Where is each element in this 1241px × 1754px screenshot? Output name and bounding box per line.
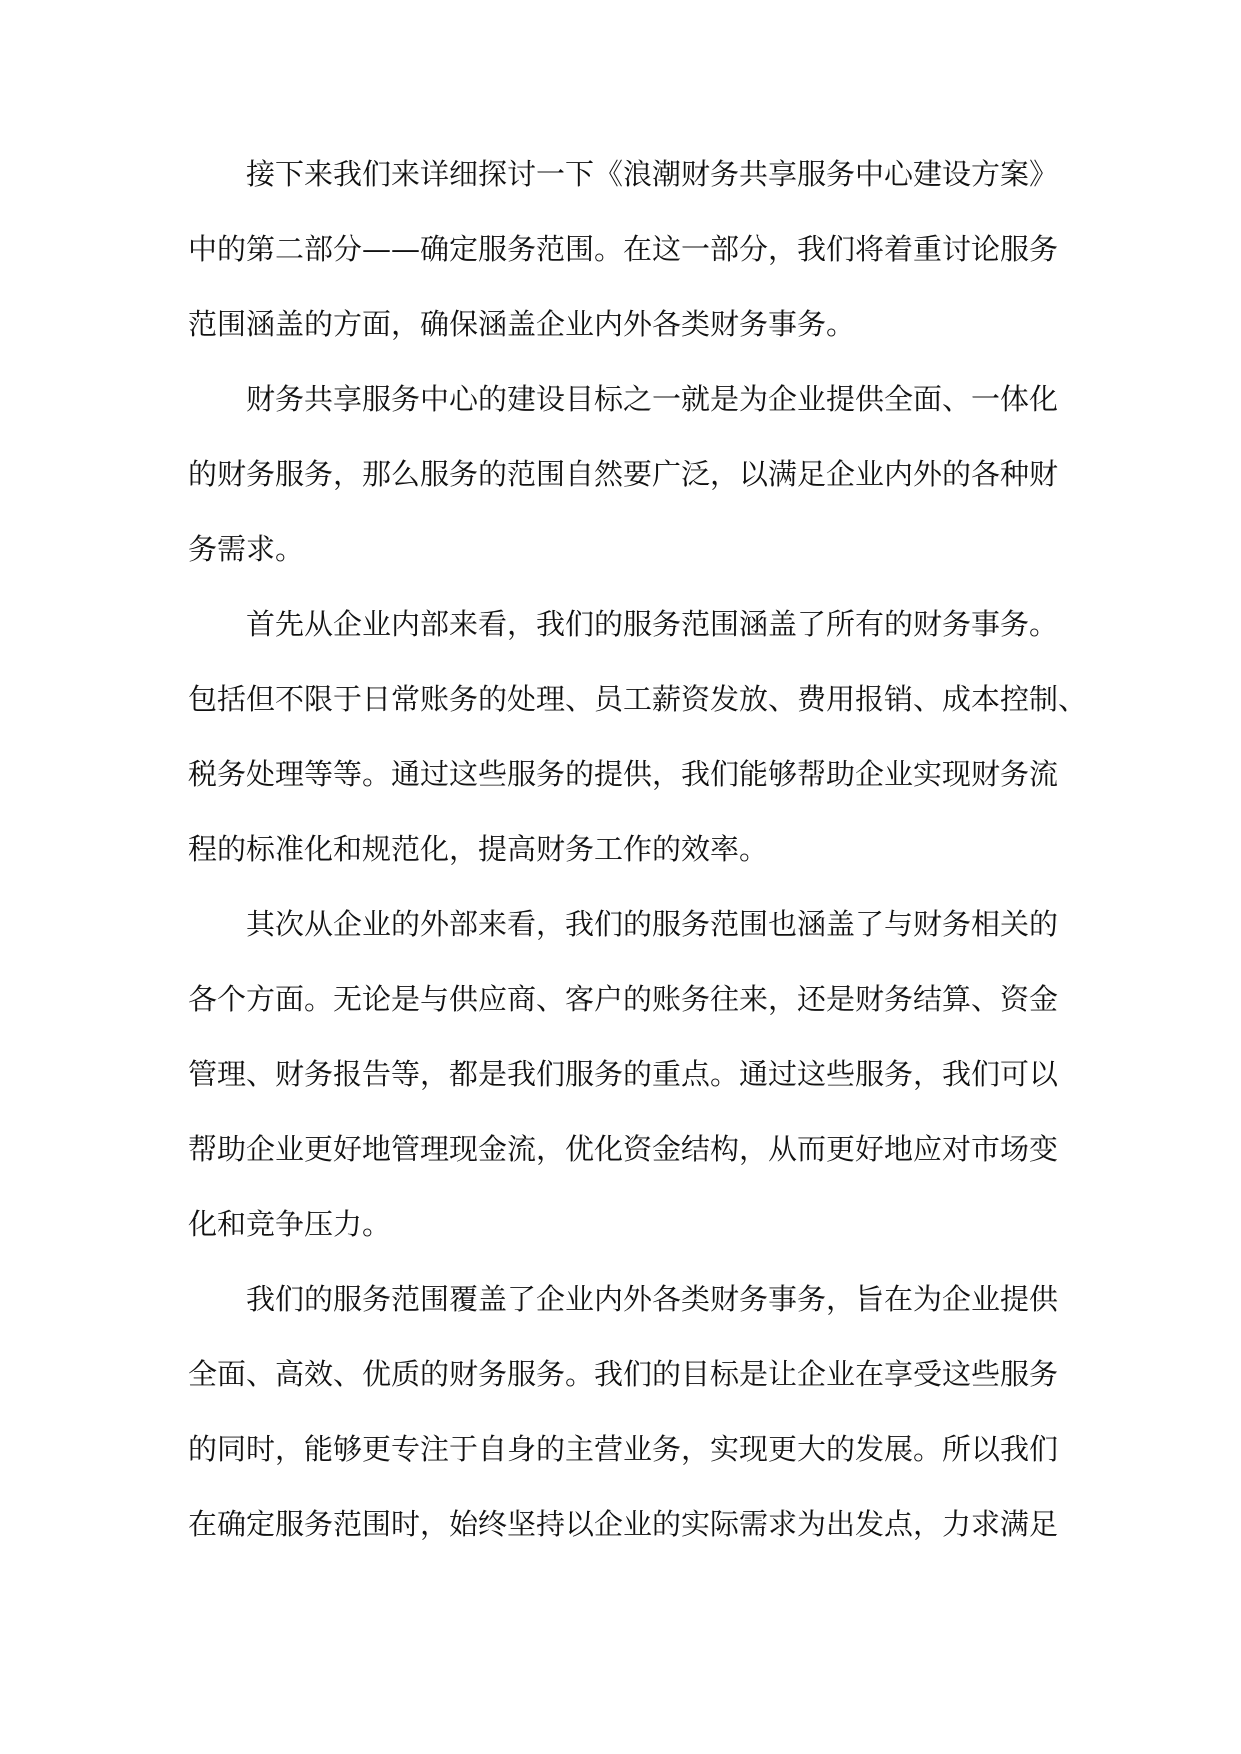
- paragraph-line: 的同时，能够更专注于自身的主营业务，实现更大的发展。所以我们: [188, 1432, 1059, 1466]
- paragraph-line: 化和竞争压力。: [188, 1207, 392, 1241]
- paragraph-line: 税务处理等等。通过这些服务的提供，我们能够帮助企业实现财务流: [188, 757, 1059, 791]
- paragraph-1: [188, 137, 1058, 362]
- paragraph-line: 务需求。: [188, 532, 305, 566]
- paragraph-2: [188, 362, 1058, 587]
- paragraph-line: 范围涵盖的方面，确保涵盖企业内外各类财务事务。: [188, 307, 856, 341]
- paragraph-line: 首先从企业内部来看，我们的服务范围涵盖了所有的财务事务。: [246, 607, 1059, 641]
- paragraph-3: [188, 587, 1088, 887]
- paragraph-line: 程的标准化和规范化，提高财务工作的效率。: [188, 832, 769, 866]
- paragraph-line: 包括但不限于日常账务的处理、员工薪资发放、费用报销、成本控制、: [188, 682, 1088, 716]
- paragraph-5: [188, 1262, 1058, 1562]
- paragraph-line: 的财务服务，那么服务的范围自然要广泛，以满足企业内外的各种财: [188, 457, 1059, 491]
- paragraph-4: [188, 887, 1058, 1262]
- document-body: [188, 137, 1088, 1562]
- paragraph-line: 帮助企业更好地管理现金流，优化资金结构，从而更好地应对市场变: [188, 1132, 1059, 1166]
- paragraph-line: 各个方面。无论是与供应商、客户的账务往来，还是财务结算、资金: [188, 982, 1059, 1016]
- paragraph-line: 其次从企业的外部来看，我们的服务范围也涵盖了与财务相关的: [246, 907, 1059, 941]
- paragraph-line: 在确定服务范围时，始终坚持以企业的实际需求为出发点，力求满足: [188, 1507, 1059, 1541]
- paragraph-line: 管理、财务报告等，都是我们服务的重点。通过这些服务，我们可以: [188, 1057, 1059, 1091]
- paragraph-line: 接下来我们来详细探讨一下《浪潮财务共享服务中心建设方案》: [246, 157, 1059, 191]
- paragraph-line: 我们的服务范围覆盖了企业内外各类财务事务，旨在为企业提供: [246, 1282, 1059, 1316]
- paragraph-line: 全面、高效、优质的财务服务。我们的目标是让企业在享受这些服务: [188, 1357, 1059, 1391]
- paragraph-line: 财务共享服务中心的建设目标之一就是为企业提供全面、一体化: [246, 382, 1059, 416]
- paragraph-line: 中的第二部分——确定服务范围。在这一部分，我们将着重讨论服务: [188, 232, 1059, 266]
